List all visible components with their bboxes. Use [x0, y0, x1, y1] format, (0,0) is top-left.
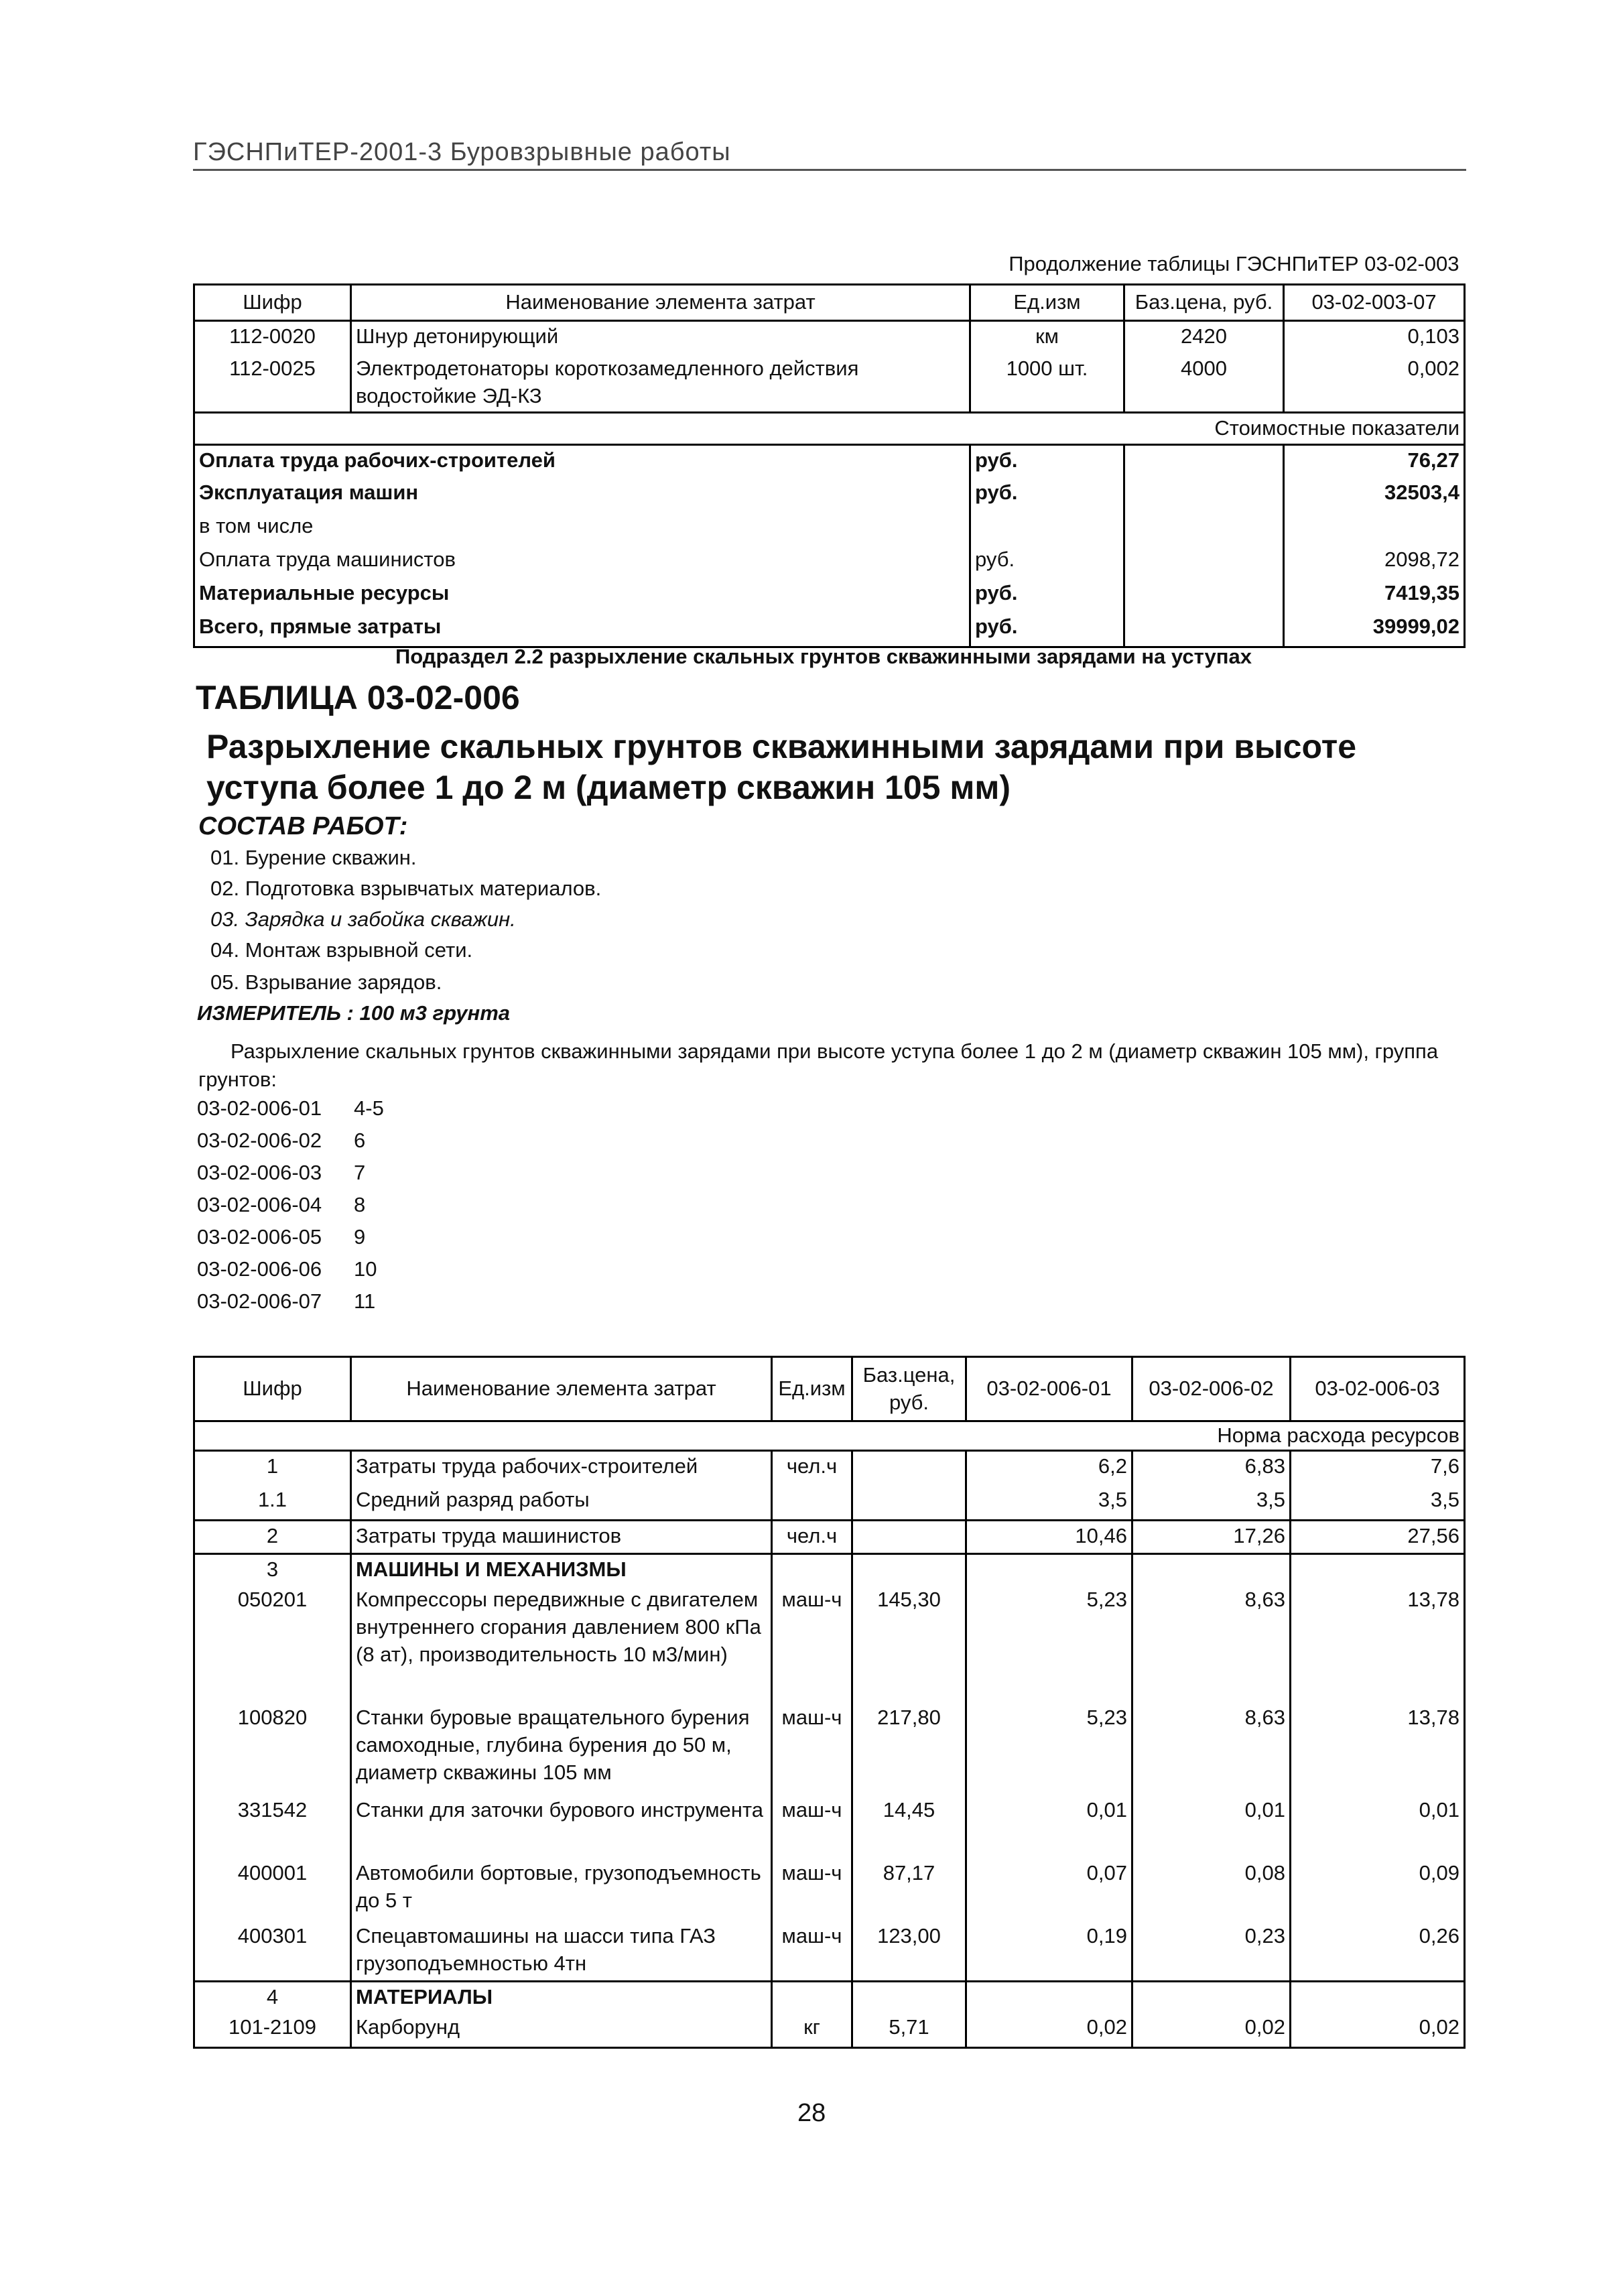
row-code: 112-0020: [194, 320, 351, 354]
group-value: 8: [354, 1193, 366, 1216]
row-value-02: 6,83: [1132, 1450, 1291, 1485]
row-value-01: 5,23: [966, 1703, 1132, 1795]
section-label-norms: Норма расхода ресурсов: [194, 1421, 1465, 1451]
col-header-code: Шифр: [194, 284, 351, 320]
work-composition-label: СОСТАВ РАБОТ:: [198, 812, 408, 840]
continuation-note: Продолжение таблицы ГЭСНПиТЕР 03-02-003: [1009, 252, 1459, 275]
group-value: 10: [354, 1257, 377, 1281]
cost-value: 2098,72: [1284, 545, 1465, 578]
cost-name: Оплата труда рабочих-строителей: [194, 444, 970, 478]
table-title: ТАБЛИЦА 03-02-006: [196, 679, 520, 716]
measurement-unit: ИЗМЕРИТЕЛЬ : 100 м3 грунта: [197, 1001, 511, 1025]
row-unit: 1000 шт.: [970, 354, 1124, 412]
table-row: [194, 354, 1465, 412]
row-name: Затраты труда машинистов: [351, 1520, 772, 1553]
group-code: 03-02-006-07: [197, 1289, 322, 1313]
row-value-02: 0,02: [1132, 2013, 1291, 2047]
group-code: 03-02-006-03: [197, 1161, 322, 1184]
row-name: Автомобили бортовые, грузоподъемность до 5 т: [351, 1858, 772, 1921]
row-value-03: 13,78: [1291, 1585, 1465, 1703]
row-unit: [772, 1553, 852, 1584]
row-value-02: 3,5: [1132, 1485, 1291, 1520]
row-unit: маш-ч: [772, 1921, 852, 1982]
group-value: 6: [354, 1129, 366, 1152]
cost-empty: [1124, 612, 1284, 647]
cost-unit: руб.: [970, 578, 1124, 612]
row-value-03: 0,02: [1291, 2013, 1465, 2047]
cost-row: [194, 578, 1465, 612]
header-rule: [193, 169, 1466, 171]
row-unit: маш-ч: [772, 1585, 852, 1703]
row-name: Станки для заточки бурового инструмента: [351, 1795, 772, 1858]
table-03-02-003-continuation: [193, 249, 1466, 648]
row-price: [852, 1450, 966, 1485]
row-value-01: 5,23: [966, 1585, 1132, 1703]
row-price: [852, 1553, 966, 1584]
group-code: 03-02-006-02: [197, 1129, 322, 1152]
row-value-01: 10,46: [966, 1520, 1132, 1553]
table-row: [194, 1485, 1465, 1520]
row-value-01: 3,5: [966, 1485, 1132, 1520]
group-row: [197, 1225, 365, 1249]
col-header-norm-01: 03-02-006-01: [966, 1357, 1132, 1421]
row-value-01: 0,07: [966, 1858, 1132, 1921]
row-price: 2420: [1124, 320, 1284, 354]
table-row: [194, 320, 1465, 354]
cost-unit: руб.: [970, 444, 1124, 478]
row-value-01: 6,2: [966, 1450, 1132, 1485]
cost-row: [194, 545, 1465, 578]
col-header-price: Баз.цена, руб.: [1124, 284, 1284, 320]
row-value-03: 0,09: [1291, 1858, 1465, 1921]
cost-value: [1284, 511, 1465, 545]
cost-empty: [1124, 545, 1284, 578]
cost-name: Эксплуатация машин: [194, 478, 970, 511]
row-name: Шнур детонирующий: [351, 320, 970, 354]
page-number: 28: [797, 2099, 826, 2127]
work-item: 03. Зарядка и забойка скважин.: [210, 907, 516, 931]
row-code: 1.1: [194, 1485, 351, 1520]
description-text: Разрыхление скальных грунтов скважинными зарядами при высоте уступа более 1 до 2 м (диаметр скважин 105 мм), группа грунтов:: [198, 1039, 1439, 1092]
table-03-02-006: [193, 1356, 1466, 2049]
row-price: [852, 1485, 966, 1520]
row-unit: кг: [772, 2013, 852, 2047]
row-value-02: [1132, 1982, 1291, 2013]
row-unit: маш-ч: [772, 1858, 852, 1921]
group-row: [197, 1289, 375, 1314]
row-value-03: 13,78: [1291, 1703, 1465, 1795]
group-row: [197, 1257, 377, 1281]
group-row: [197, 1161, 365, 1185]
col-header-price: Баз.цена, руб.: [852, 1357, 966, 1421]
row-value-03: 27,56: [1291, 1520, 1465, 1553]
table-row: [194, 1795, 1465, 1858]
row-name: МАШИНЫ И МЕХАНИЗМЫ: [351, 1553, 772, 1584]
row-value-01: [966, 1553, 1132, 1584]
row-price: 123,00: [852, 1921, 966, 1982]
cost-empty: [1124, 578, 1284, 612]
cost-row: [194, 444, 1465, 478]
cost-row: [194, 478, 1465, 511]
row-code: 4: [194, 1982, 351, 2013]
row-value-03: [1291, 1553, 1465, 1584]
col-header-norm: 03-02-003-07: [1284, 284, 1465, 320]
row-unit: км: [970, 320, 1124, 354]
row-value-03: 7,6: [1291, 1450, 1465, 1485]
row-name: Электродетонаторы короткозамедленного действия водостойкие ЭД-КЗ: [351, 354, 970, 412]
group-code: 03-02-006-01: [197, 1096, 322, 1120]
table-row: [194, 1703, 1465, 1795]
row-code: 1: [194, 1450, 351, 1485]
group-row: [197, 1129, 365, 1153]
col-header-code: Шифр: [194, 1357, 351, 1421]
row-name: Затраты труда рабочих-строителей: [351, 1450, 772, 1485]
work-item: 02. Подготовка взрывчатых материалов.: [210, 877, 602, 900]
col-header-norm-02: 03-02-006-02: [1132, 1357, 1291, 1421]
row-price: 145,30: [852, 1585, 966, 1703]
group-value: 11: [354, 1289, 376, 1313]
row-price: 87,17: [852, 1858, 966, 1921]
row-unit: [772, 1982, 852, 2013]
row-name: Средний разряд работы: [351, 1485, 772, 1520]
row-code: 3: [194, 1553, 351, 1584]
group-code: 03-02-006-04: [197, 1193, 322, 1216]
group-value: 7: [354, 1161, 366, 1184]
cost-unit: [970, 511, 1124, 545]
cost-empty: [1124, 478, 1284, 511]
cost-unit: руб.: [970, 612, 1124, 647]
table-row: [194, 1520, 1465, 1553]
row-price: 217,80: [852, 1703, 966, 1795]
table-row: [194, 1450, 1465, 1485]
row-unit: маш-ч: [772, 1703, 852, 1795]
group-code: 03-02-006-06: [197, 1257, 322, 1281]
table-row: [194, 2013, 1465, 2047]
group-value: 9: [354, 1225, 366, 1249]
table-row: [194, 1858, 1465, 1921]
section-label-cost: Стоимостные показатели: [194, 412, 1465, 444]
table-section-row: [194, 1553, 1465, 1584]
cost-name: Всего, прямые затраты: [194, 612, 970, 647]
row-price: [852, 1520, 966, 1553]
row-unit: маш-ч: [772, 1795, 852, 1858]
row-value-02: 0,01: [1132, 1795, 1291, 1858]
row-value-02: 17,26: [1132, 1520, 1291, 1553]
row-value-02: 0,23: [1132, 1921, 1291, 1982]
row-value: 0,103: [1284, 320, 1465, 354]
row-value-02: 8,63: [1132, 1585, 1291, 1703]
cost-row: [194, 612, 1465, 647]
col-header-name: Наименование элемента затрат: [351, 1357, 772, 1421]
row-code: 100820: [194, 1703, 351, 1795]
row-value-03: 0,26: [1291, 1921, 1465, 1982]
row-value-02: [1132, 1553, 1291, 1584]
row-value-02: 8,63: [1132, 1703, 1291, 1795]
row-unit: чел.ч: [772, 1520, 852, 1553]
cost-name: Оплата труда машинистов: [194, 545, 970, 578]
cost-unit: руб.: [970, 478, 1124, 511]
row-value-03: [1291, 1982, 1465, 2013]
group-code: 03-02-006-05: [197, 1225, 322, 1249]
work-item: 05. Взрывание зарядов.: [210, 970, 442, 994]
running-header: ГЭСНПиТЕР-2001-3 Буровзрывные работы: [193, 138, 731, 166]
group-row: [197, 1193, 365, 1217]
row-name: Карборунд: [351, 2013, 772, 2047]
table-header-row: [194, 284, 1465, 320]
table-row: [194, 1921, 1465, 1982]
row-code: 112-0025: [194, 354, 351, 412]
row-price: 14,45: [852, 1795, 966, 1858]
subsection-heading: Подраздел 2.2 разрыхление скальных грунтов скважинными зарядами на уступах: [395, 645, 1252, 668]
col-header-unit: Ед.изм: [772, 1357, 852, 1421]
col-header-name: Наименование элемента затрат: [351, 284, 970, 320]
main-title: Разрыхление скальных грунтов скважинными зарядами при высоте уступа более 1 до 2 м (диаметр скважин 105 мм): [206, 728, 1357, 806]
row-code: 2: [194, 1520, 351, 1553]
row-value-01: 0,01: [966, 1795, 1132, 1858]
row-price: 4000: [1124, 354, 1284, 412]
col-header-norm-03: 03-02-006-03: [1291, 1357, 1465, 1421]
cost-value: 39999,02: [1284, 612, 1465, 647]
row-value-03: 0,01: [1291, 1795, 1465, 1858]
row-value-01: [966, 1982, 1132, 2013]
row-unit: [772, 1485, 852, 1520]
row-code: 331542: [194, 1795, 351, 1858]
row-name: Компрессоры передвижные с двигателем внутреннего сгорания давлением 800 кПа (8 ат), производительность 10 м3/мин): [351, 1585, 772, 1703]
cost-name: Материальные ресурсы: [194, 578, 970, 612]
row-name: Спецавтомашины на шасси типа ГАЗ грузоподъемностью 4тн: [351, 1921, 772, 1982]
row-value: 0,002: [1284, 354, 1465, 412]
row-code: 050201: [194, 1585, 351, 1703]
cost-empty: [1124, 511, 1284, 545]
row-value-01: 0,02: [966, 2013, 1132, 2047]
row-name: МАТЕРИАЛЫ: [351, 1982, 772, 2013]
row-unit: чел.ч: [772, 1450, 852, 1485]
table-header-row: [194, 1357, 1465, 1421]
cost-value: 32503,4: [1284, 478, 1465, 511]
work-item: 01. Бурение скважин.: [210, 846, 417, 869]
cost-name: в том числе: [194, 511, 970, 545]
row-price: 5,71: [852, 2013, 966, 2047]
cost-row: [194, 511, 1465, 545]
group-row: [197, 1096, 384, 1121]
col-header-unit: Ед.изм: [970, 284, 1124, 320]
row-name: Станки буровые вращательного бурения самоходные, глубина бурения до 50 м, диаметр скважины 105 мм: [351, 1703, 772, 1795]
row-value-01: 0,19: [966, 1921, 1132, 1982]
row-value-02: 0,08: [1132, 1858, 1291, 1921]
group-value: 4-5: [354, 1096, 384, 1120]
cost-empty: [1124, 444, 1284, 478]
row-value-03: 3,5: [1291, 1485, 1465, 1520]
cost-value: 7419,35: [1284, 578, 1465, 612]
row-code: 400301: [194, 1921, 351, 1982]
row-code: 400001: [194, 1858, 351, 1921]
row-price: [852, 1982, 966, 2013]
table-row: [194, 1585, 1465, 1703]
row-code: 101-2109: [194, 2013, 351, 2047]
table-section-row: [194, 1982, 1465, 2013]
cost-unit: руб.: [970, 545, 1124, 578]
cost-value: 76,27: [1284, 444, 1465, 478]
work-item: 04. Монтаж взрывной сети.: [210, 938, 473, 962]
